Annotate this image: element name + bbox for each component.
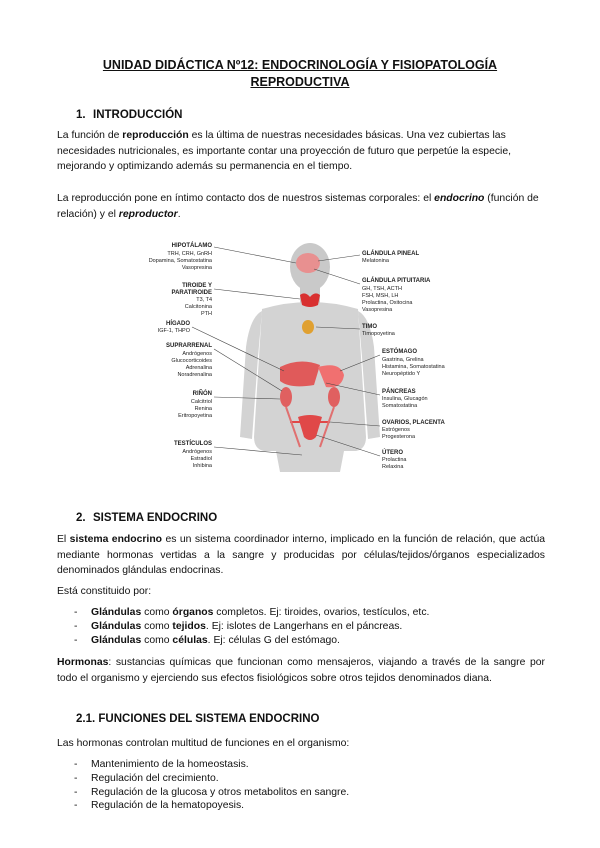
svg-text:GLÁNDULA PINEAL: GLÁNDULA PINEAL (362, 251, 420, 257)
intro-paragraph-2 (57, 191, 545, 222)
svg-text:TRH, CRH, GnRH: TRH, CRH, GnRH (167, 251, 212, 257)
text-run: es un sistema coordinador interno, implicado en la función de relación, que actúa mediante hormonas vertidas a la sangre y producidas por células/tejidos/órganos especializados denominados glándulas endocrinas. (57, 534, 545, 576)
text-run: La reproducción pone en íntimo contacto dos de nuestros sistemas corporales: el (57, 193, 435, 204)
svg-text:GLÁNDULA PITUITARIA: GLÁNDULA PITUITARIA (362, 278, 431, 284)
svg-text:IGF-1, THPO: IGF-1, THPO (157, 328, 190, 334)
text-run: (función de relación) y el (57, 193, 539, 220)
section-2-title: SISTEMA ENDOCRINO (93, 512, 218, 524)
svg-text:OVARIOS, PLACENTA: OVARIOS, PLACENTA (382, 420, 445, 426)
endocrine-paragraph-1 (57, 532, 545, 579)
svg-text:HÍGADO: HÍGADO (166, 321, 190, 327)
section-2-1-heading (76, 713, 319, 725)
svg-text:PARATIROIDE: PARATIROIDE (171, 290, 212, 296)
svg-text:TESTÍCULOS: TESTÍCULOS (173, 441, 212, 447)
section-2-heading (76, 512, 217, 524)
text-run: La función de (57, 130, 123, 141)
gland-types-list (57, 606, 545, 647)
svg-text:Timopoyetina: Timopoyetina (362, 331, 395, 337)
label-pineal (318, 250, 419, 264)
svg-text:GH, TSH, ACTH: GH, TSH, ACTH (362, 286, 402, 292)
svg-text:RIÑÓN: RIÑÓN (192, 391, 212, 397)
endocrine-glands-figure (130, 237, 470, 472)
hormonas-paragraph (57, 655, 545, 686)
organ-liver (280, 361, 320, 386)
section-2-number: 2. (76, 512, 86, 524)
svg-text:Melatonina: Melatonina (362, 258, 389, 264)
list-item: - Mantenimiento de la homeostasis. (57, 758, 545, 772)
svg-text:Relaxina: Relaxina (382, 464, 404, 470)
intro-paragraph-1 (57, 128, 545, 175)
svg-text:FSH, MSH, LH: FSH, MSH, LH (362, 293, 399, 299)
text-run: . (177, 208, 181, 220)
svg-text:Vasopresina: Vasopresina (362, 307, 393, 313)
list-item: - Regulación del crecimiento. (57, 772, 545, 786)
svg-text:SUPRARRENAL: SUPRARRENAL (165, 343, 212, 349)
svg-text:Andrógenos: Andrógenos (182, 351, 212, 357)
section-1-title: INTRODUCCIÓN (93, 109, 183, 121)
svg-text:Eritropoyetina: Eritropoyetina (178, 413, 212, 419)
bold-term-sistema-endocrino: sistema endocrino (69, 534, 163, 545)
svg-text:PTH: PTH (201, 311, 212, 317)
svg-text:T3, T4: T3, T4 (196, 297, 212, 303)
svg-text:Gastrina, Grelina: Gastrina, Grelina (382, 357, 424, 363)
svg-text:ESTÓMAGO: ESTÓMAGO (382, 349, 418, 355)
document-title (60, 57, 540, 91)
svg-text:Progesterona: Progesterona (382, 434, 416, 440)
svg-text:Histamina, Somatostatina: Histamina, Somatostatina (382, 364, 445, 370)
svg-text:TIROIDE Y: TIROIDE Y (182, 283, 212, 289)
svg-text:Dopamina, Somatostatina: Dopamina, Somatostatina (148, 258, 212, 264)
svg-text:Inhibina: Inhibina (192, 463, 212, 469)
svg-text:Prolactina: Prolactina (382, 457, 407, 463)
svg-text:ÚTERO: ÚTERO (382, 450, 403, 456)
svg-text:Glucocorticoides: Glucocorticoides (171, 358, 212, 364)
svg-text:PÁNCREAS: PÁNCREAS (382, 389, 416, 395)
section-1-heading (76, 109, 182, 121)
section-2-1-number: 2.1. (76, 713, 96, 725)
title-line-2: REPRODUCTIVA (250, 75, 350, 89)
title-line-1: UNIDAD DIDÁCTICA Nº12: ENDOCRINOLOGÍA Y FISIOPATOLOGÍA (102, 58, 498, 72)
svg-text:Andrógenos: Andrógenos (182, 449, 212, 455)
bold-term-reproduccion: reproducción (122, 130, 189, 141)
svg-text:Insulina, Glucagón: Insulina, Glucagón (382, 396, 428, 402)
bold-term-reproductor: reproductor (118, 208, 178, 220)
funciones-paragraph: Las hormonas controlan multitud de funciones en el organismo: (57, 738, 350, 749)
svg-text:TIMO: TIMO (362, 324, 377, 330)
svg-text:Estrógenos: Estrógenos (382, 427, 410, 433)
svg-text:Adrenalina: Adrenalina (185, 365, 212, 371)
text-run: : sustancias químicas que funcionan como mensajeros, viajando a través de la sangre por todo el organismo y ejerciendo sus efectos fisiológicos sobre otros tejidos denominados diana. (57, 657, 545, 684)
endocrine-paragraph-2: Está constituido por: (57, 586, 152, 597)
list-item: - Regulación de la hematopoyesis. (57, 799, 545, 813)
svg-text:Vasopresina: Vasopresina (181, 265, 212, 271)
svg-text:HIPOTÁLAMO: HIPOTÁLAMO (171, 243, 212, 249)
svg-text:Neuropéptido Y: Neuropéptido Y (382, 371, 421, 377)
svg-text:Noradrenalina: Noradrenalina (177, 372, 212, 378)
list-item: - Glándulas como órganos completos. Ej: tiroides, ovarios, testículos, etc. (57, 606, 545, 620)
svg-text:Renina: Renina (194, 406, 212, 412)
section-2-1-title: FUNCIONES DEL SISTEMA ENDOCRINO (98, 713, 320, 725)
svg-text:Estradiol: Estradiol (190, 456, 212, 462)
svg-text:Somatostatina: Somatostatina (382, 403, 418, 409)
section-1-number: 1. (76, 109, 86, 121)
list-item: - Glándulas como células. Ej: células G del estómago. (57, 634, 545, 648)
text-run: El (57, 534, 70, 545)
text-run: es la última de nuestras necesidades básicas. Una vez cubiertas las necesidades nutricionales, es importante contar una proyección de futuro que perpetúe la especie, mejorando y optimizando además su permanencia en el tiempo. (57, 130, 512, 172)
funciones-list (57, 758, 545, 813)
list-item: - Regulación de la glucosa y otros metabolitos en sangre. (57, 786, 545, 800)
bold-term-endocrino: endocrino (434, 193, 485, 204)
label-hipotalamo (149, 242, 296, 271)
bold-term-hormonas: Hormonas (57, 657, 109, 668)
list-item: - Glándulas como tejidos. Ej: islotes de Langerhans en el páncreas. (57, 620, 545, 634)
svg-text:Calcitriol: Calcitriol (190, 399, 212, 405)
svg-text:Prolactina, Oxitocina: Prolactina, Oxitocina (362, 300, 413, 306)
svg-text:Calcitonina: Calcitonina (184, 304, 212, 310)
organ-thymus (302, 320, 314, 334)
